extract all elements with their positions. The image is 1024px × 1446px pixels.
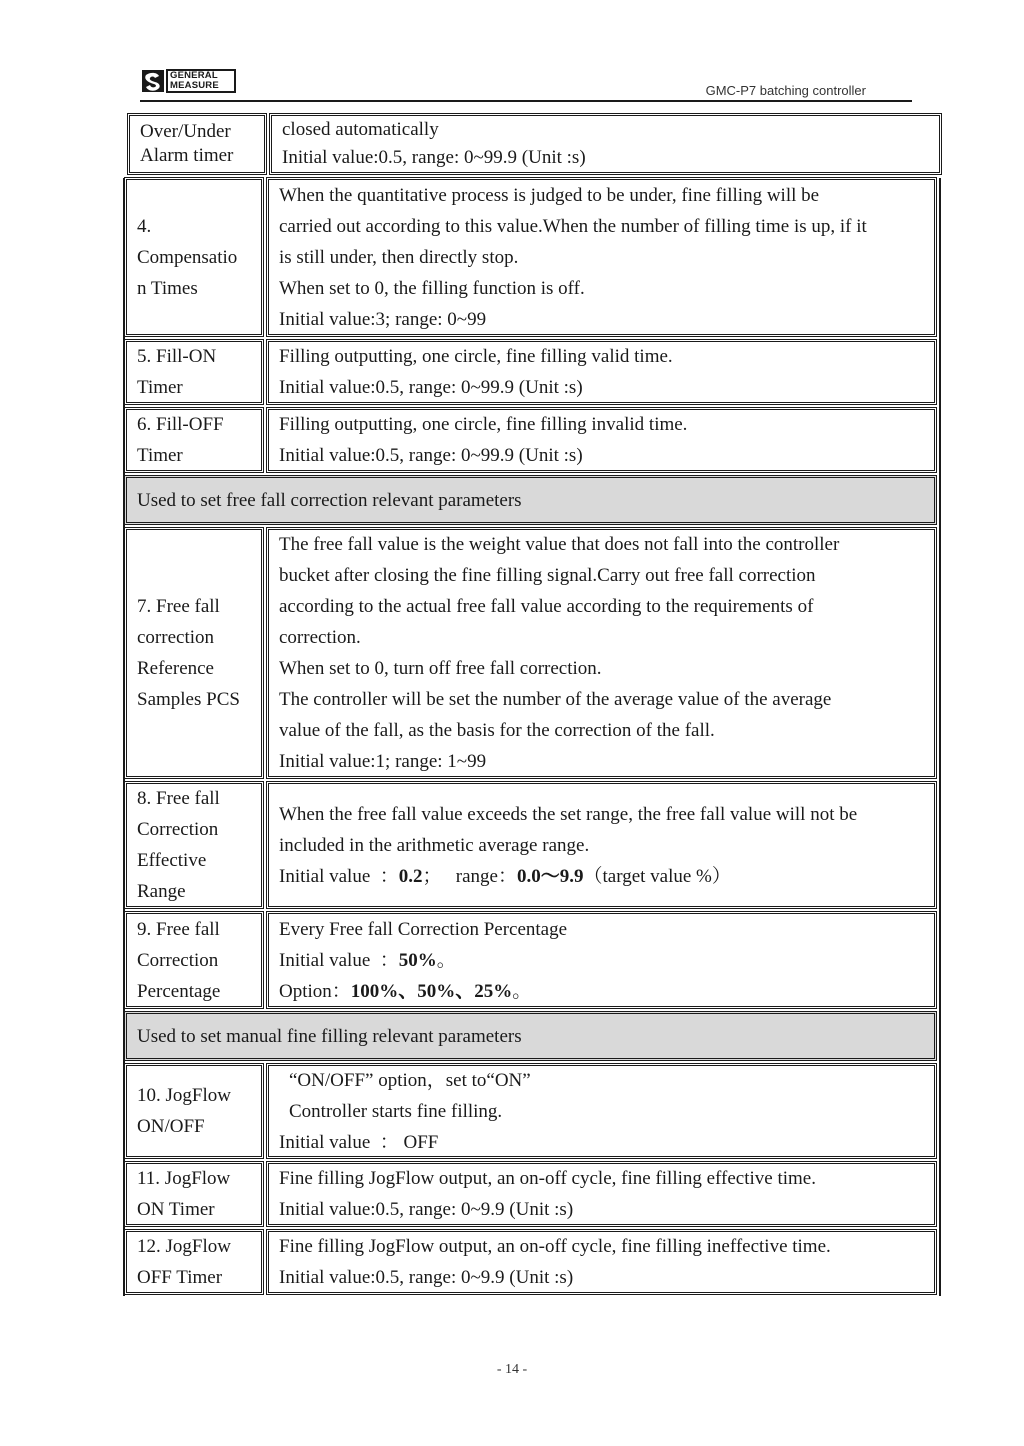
text-run: Initial value ： <box>279 865 399 887</box>
table-row <box>124 1063 937 1159</box>
param-label <box>124 339 264 405</box>
label-line: 6. Fill-OFF <box>137 414 224 435</box>
param-description <box>266 1161 937 1227</box>
desc-line: When set to 0, turn off free fall correction. <box>279 658 602 679</box>
label-line: Percentage <box>137 980 221 1002</box>
table-row <box>124 781 937 909</box>
table-row <box>124 911 937 1009</box>
logo-line-2: MEASURE <box>170 80 219 91</box>
desc-line: Initial value:1; range: 1~99 <box>279 751 487 772</box>
label-line: Compensatio <box>137 246 238 268</box>
label-line: Effective <box>137 850 207 871</box>
param-description <box>266 407 937 473</box>
document-title: GMC-P7 batching controller <box>705 83 866 98</box>
desc-line: Initial value:0.5, range: 0~99.9 (Unit :s) <box>279 377 583 398</box>
desc-line: carried out according to this value.When the number of filling time is up, if it <box>279 215 867 237</box>
label-line: Timer <box>137 445 183 466</box>
desc-line: When the free fall value exceeds the set range, the free fall value will not be <box>279 803 858 825</box>
text-run: 。 <box>436 949 456 971</box>
desc-line: Initial value:0.5, range: 0~9.9 (Unit :s) <box>279 1267 574 1288</box>
param-description <box>266 1063 937 1159</box>
logo-wordmark <box>166 69 236 93</box>
table-row <box>124 407 937 473</box>
desc-line: Filling outputting, one circle, fine filling invalid time. <box>279 414 688 435</box>
table-row <box>124 527 937 779</box>
bold-value: 50% <box>398 949 437 971</box>
desc-line: The controller will be set the number of the average value of the average <box>279 689 832 710</box>
desc-line: The free fall value is the weight value that does not fall into the controller <box>279 534 840 555</box>
desc-line: Fine filling JogFlow output, an on-off cycle, fine filling ineffective time. <box>279 1236 831 1257</box>
section-header-row <box>124 475 937 525</box>
label-line: Samples PCS <box>137 689 240 710</box>
desc-line-mixed <box>279 861 924 892</box>
desc-line: Fine filling JogFlow output, an on-off cycle, fine filling effective time. <box>279 1168 816 1189</box>
param-description <box>266 911 937 1009</box>
label-line: Timer <box>137 377 183 398</box>
page-number: - 14 - <box>496 1362 528 1377</box>
table-row <box>127 113 942 175</box>
label-line: ON/OFF <box>137 1116 205 1137</box>
label-line: OFF Timer <box>137 1267 223 1288</box>
param-label <box>124 1063 264 1159</box>
param-label <box>127 113 267 175</box>
param-label <box>124 1161 264 1227</box>
table-row <box>124 177 937 337</box>
label-line: Over/Under <box>140 121 231 142</box>
desc-line: according to the actual free fall value according to the requirements of <box>279 596 814 617</box>
desc-line-mixed <box>279 945 924 976</box>
param-description <box>266 177 937 337</box>
desc-line: Initial value:0.5, range: 0~9.9 (Unit :s) <box>279 1199 574 1220</box>
desc-line: correction. <box>279 627 361 648</box>
desc-line: Initial value:0.5, range: 0~99.9 (Unit :s) <box>279 445 583 466</box>
desc-line: is still under, then directly stop. <box>279 246 519 268</box>
desc-line: Filling outputting, one circle, fine filling valid time. <box>279 346 673 367</box>
label-line: 4. <box>137 215 152 237</box>
desc-line-mixed <box>279 976 924 1007</box>
label-line: Reference <box>137 658 214 679</box>
label-line: 9. Free fall <box>137 918 220 940</box>
param-label <box>124 1229 264 1295</box>
table-row <box>124 1229 937 1295</box>
desc-line: When set to 0, the filling function is off. <box>279 277 585 299</box>
param-description <box>266 781 937 909</box>
company-logo <box>142 69 236 93</box>
parameter-table <box>124 113 942 1295</box>
text-run: Initial value ： <box>279 949 399 971</box>
desc-line: value of the fall, as the basis for the correction of the fall. <box>279 720 715 741</box>
desc-line: closed automatically <box>282 119 439 140</box>
param-label <box>124 407 264 473</box>
desc-line: Controller starts fine filling. <box>289 1100 503 1122</box>
desc-line: bucket after closing the fine filling signal.Carry out free fall correction <box>279 565 816 586</box>
text-run: ； range： <box>422 865 517 887</box>
desc-line: Every Free fall Correction Percentage <box>279 918 568 940</box>
label-line: correction <box>137 627 215 648</box>
label-line: 8. Free fall <box>137 788 220 809</box>
param-label <box>124 911 264 1009</box>
table-row <box>124 339 937 405</box>
desc-line: Initial value:0.5, range: 0~99.9 (Unit :s) <box>282 147 586 168</box>
bold-value: 0.2 <box>398 865 423 887</box>
label-line: 11. JogFlow <box>137 1168 231 1189</box>
label-line: Correction <box>137 949 219 971</box>
param-label <box>124 177 264 337</box>
header-rule <box>140 100 912 102</box>
label-line: 10. JogFlow <box>137 1085 231 1106</box>
param-label <box>124 781 264 909</box>
param-description <box>269 113 942 175</box>
label-line: 7. Free fall <box>137 596 220 617</box>
label-line: n Times <box>137 277 198 299</box>
desc-line: “ON/OFF” option，set to“ON” <box>289 1069 531 1091</box>
text-run: （target value %） <box>583 865 731 887</box>
logo-icon <box>142 70 164 92</box>
label-line: 5. Fill-ON <box>137 346 217 367</box>
section-header-row <box>124 1011 937 1061</box>
logo-line-1: GENERAL <box>170 70 218 81</box>
table-row <box>124 1161 937 1227</box>
desc-line: Initial value:3; range: 0~99 <box>279 308 487 330</box>
label-line: Alarm timer <box>140 145 234 166</box>
param-description <box>266 527 937 779</box>
desc-line: When the quantitative process is judged to be under, fine filling will be <box>279 184 820 206</box>
bold-value: 100%、50%、25% <box>350 980 513 1002</box>
desc-line: Initial value ： OFF <box>279 1131 439 1153</box>
text-run: Option： <box>279 980 351 1002</box>
section-title: Used to set free fall correction relevant parameters <box>124 475 937 525</box>
label-line: ON Timer <box>137 1199 215 1220</box>
param-description <box>266 339 937 405</box>
label-line: Correction <box>137 819 219 840</box>
label-line: Range <box>137 881 186 902</box>
desc-line: included in the arithmetic average range. <box>279 834 590 856</box>
text-run: 。 <box>512 980 532 1002</box>
param-label <box>124 527 264 779</box>
bold-value: 0.0～9.9 <box>516 865 584 887</box>
param-description <box>266 1229 937 1295</box>
label-line: 12. JogFlow <box>137 1236 231 1257</box>
section-title: Used to set manual fine filling relevant parameters <box>124 1011 937 1061</box>
